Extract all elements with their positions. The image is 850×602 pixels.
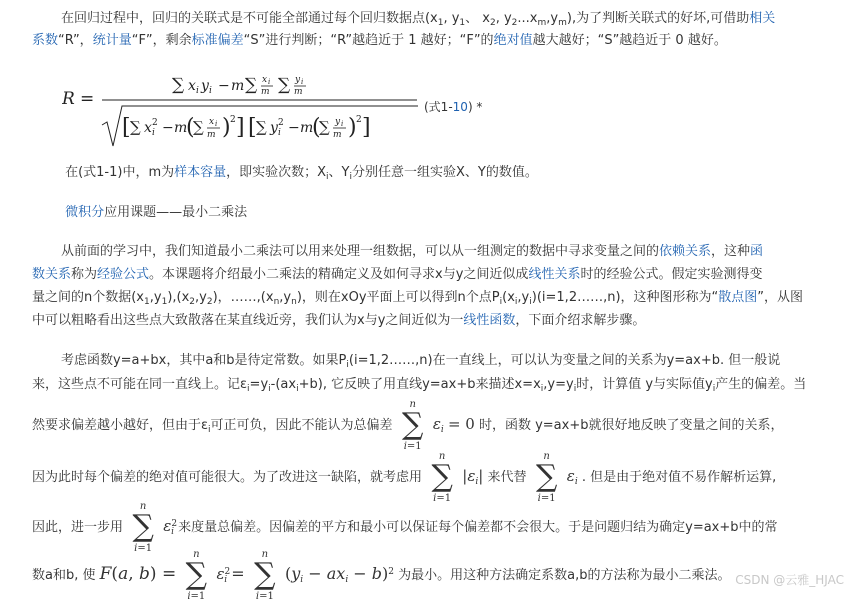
svg-text:i: i [152,128,155,138]
p5-line6 [32,548,832,602]
svg-text:R: R [62,89,75,109]
link-scatter-plot[interactable]: 散点图 [718,290,758,305]
sub: i [326,172,329,182]
text: 来度量总偏差。因偏差的平方和最小可以保证每个偏差都不会很大。于是问题归结为确定y=ax+b中的常 [178,520,778,535]
sub: 1 [459,18,466,28]
text: ,y [195,290,207,305]
F-args: (a, b) = [111,564,177,584]
sum-lower: i=1 [187,590,206,602]
link-std-deviation[interactable]: 标准偏差 [191,33,244,48]
svg-text:m: m [294,87,303,97]
text: ),为了判断关联式的好坏,可借助 [566,11,750,26]
sum-symbol [252,550,278,602]
text: 、Y [328,165,350,180]
sigma-icon: ∑ [185,556,208,592]
link-empirical-formula[interactable]: 经验公式 [97,267,150,282]
link-coefficient[interactable]: 系数 [32,33,59,48]
text: 应用课题——最小二乘法 [104,205,248,220]
sub: m [558,18,567,28]
text: 时的经验公式。假定实验测得变 [580,267,763,282]
sum-symbol [400,400,426,452]
text: ，下面介绍求解步骤。 [515,313,646,328]
svg-text:i: i [196,86,199,96]
text: 来，这些点不可能在同一直线上。记ε [32,377,248,392]
text: 可正可负，因此不能认为总偏差 [210,418,393,433]
text: 然要求偏差越小越好，但由于ε [32,418,209,433]
sum-upper: n [139,500,147,512]
sub: i [268,384,271,394]
sub: 2 [489,18,496,28]
link-dependency[interactable]: 依赖关系 [658,244,711,259]
sum-symbol [130,502,156,554]
svg-text:i: i [209,86,212,96]
svg-text:[: [ [122,115,131,140]
paragraph-formula-explanation [32,162,832,184]
text: 时，函数 y=ax+b就很好地反映了变量之间的关系， [478,418,784,433]
svg-text:−: − [218,78,230,94]
svg-text:∑: ∑ [130,118,141,136]
link-formula-ref[interactable]: 10 [452,100,468,114]
sum-upper: n [261,548,269,560]
text: ),(x [167,290,190,305]
text: 因为此时每个偏差的绝对值可能很大。为了改进这一缺陷，就考虑用 [32,470,423,485]
p5-line5 [32,500,832,554]
sigma-icon: ∑ [535,458,558,494]
equals-zero: = 0 [447,415,475,433]
text: (式1- [424,100,453,114]
equals: = [231,564,245,583]
text: 在回归过程中，回归的关联式是不可能全部通过每个回归数据点(x [60,11,438,26]
sub: i [208,425,211,435]
text: (i=1,2……,n)在一直线上，可以认为变量之间的关系为y=ax+b. 但一般说 [348,353,781,368]
text: , y [495,11,512,26]
svg-text:[: [ [248,115,257,140]
sub: i [247,384,250,394]
sub: m [537,18,547,28]
link-linear-relation[interactable]: 线性关系 [528,267,581,282]
svg-text:): ) [222,115,231,140]
text: 为最小。用这种方法确定系数a,b的方法称为最小二乘法。 [398,568,731,583]
link-calculus[interactable]: 微积分 [65,205,105,220]
sub: 1 [144,297,150,307]
epsilon-i-squared: $\varepsilon^2_i$ [216,565,231,585]
svg-text:i: i [268,78,271,86]
residual-squared: $(y_i - ax_i - b)^2$ [284,564,395,585]
text: 时，计算值 y与实际值y [576,377,713,392]
svg-text:m: m [300,120,314,136]
sub: i [529,297,532,307]
text: ，这种 [710,244,750,259]
sum-lower: i=1 [255,590,274,602]
svg-text:]: ] [362,115,371,140]
sub: i [514,297,518,307]
svg-text:y: y [335,117,341,127]
sub: i [712,384,716,394]
text: ,y [149,290,162,305]
svg-text:∑: ∑ [278,75,291,95]
svg-text:]: ] [236,115,245,140]
text: 、 x [465,11,490,26]
paragraph-least-squares-intro [32,240,832,332]
text: ) * [467,100,483,114]
text: “F”，剩余 [131,33,192,48]
svg-text:=: = [80,89,95,109]
svg-text:i: i [341,120,344,128]
sub: i [349,172,353,182]
svg-text:∑: ∑ [319,118,330,136]
sum-symbol [183,550,209,602]
text: ”，从图 [757,290,804,305]
sum-symbol [429,452,455,504]
link-correlation[interactable]: 相关 [749,11,776,26]
sum-upper: n [438,450,446,462]
text: ,y [546,11,559,26]
svg-text:m: m [333,130,342,140]
text: 考虑函数y=a+bx，其中a和b是待定常数。如果P [60,353,347,368]
svg-text:2: 2 [230,115,236,125]
svg-text:(: ( [312,115,321,140]
sum-symbol [534,452,560,504]
watermark: CSDN @云雅_HJAC [735,573,844,587]
formula-ref [424,98,482,115]
text: (x [502,290,515,305]
svg-text:m: m [231,78,245,94]
section-heading [32,202,832,224]
text: 量之间的n个数据(x [32,290,145,305]
svg-text:2: 2 [152,118,158,128]
text: )，……,(x [212,290,274,305]
svg-text:2: 2 [356,115,362,125]
text: -(ax [270,377,297,392]
link-function-part1[interactable]: 函 [749,244,763,259]
svg-text:y: y [270,120,278,136]
text: “R”， [58,33,93,48]
sum-upper: n [409,398,416,410]
text: ...x [517,11,538,26]
correlation-formula [62,70,502,150]
sub: i [346,360,349,370]
text: )，则在xOy平面上可以得到n个点P [296,290,500,305]
svg-text:y: y [201,78,209,94]
sum-lower: i=1 [134,542,153,554]
svg-text:2: 2 [278,118,284,128]
sub: 1 [437,18,444,28]
paragraph-regression-intro [32,8,832,52]
link-absolute-value[interactable]: 绝对值 [493,33,533,48]
sum-lower: i=1 [433,492,452,504]
text: ,y [517,290,530,305]
text: 因此，进一步用 [32,520,124,535]
text: ,y=y [543,377,574,392]
sum-lower: i=1 [537,492,556,504]
svg-text:): ) [348,115,357,140]
sigma-icon: ∑ [132,508,154,544]
link-function-part2[interactable]: 数关系 [32,267,72,282]
sub: n [291,297,297,307]
sub: 2 [206,297,213,307]
svg-text:m: m [207,130,216,140]
sum-lower: i=1 [403,440,422,452]
text: 在(式1-1)中，m为 [65,165,175,180]
sub: 2 [189,297,196,307]
text: 称为 [71,267,98,282]
F-of-ab: F [99,564,112,584]
svg-text:∑: ∑ [256,118,267,136]
svg-text:x: x [188,78,196,94]
text: , y [443,11,460,26]
link-statistic[interactable]: 统计量 [92,33,132,48]
svg-text:m: m [261,87,270,97]
p5-line3 [32,398,832,452]
epsilon-i: $\varepsilon_i$ [432,415,444,435]
sum-upper: n [193,548,200,560]
text: )(i=1,2……,n)，这种图形称为“ [531,290,719,305]
sub: i [499,297,503,307]
sub: i [540,384,544,394]
text: 产生的偏差。当 [715,377,807,392]
sigma-icon: ∑ [254,556,276,592]
p5-line1 [32,350,832,372]
p5-line4 [32,450,832,504]
epsilon-i-squared: $\varepsilon^2_i$ [163,517,178,537]
svg-text:i: i [215,120,218,128]
svg-text:−: − [288,120,300,136]
p5-line2 [32,374,832,396]
text: . 但是由于绝对值不易作解析运算, [581,470,777,485]
sub: 2 [511,18,518,28]
svg-text:x: x [262,75,268,85]
sub: 1 [161,297,168,307]
text: 。本课题将介绍最小二乘法的精确定义及如何寻求x与y之间近似成 [149,267,529,282]
svg-text:i: i [278,128,281,138]
text: 中可以粗略看出这些点大致散落在某直线近旁，我们认为x与y之间近似为一 [32,313,464,328]
svg-text:−: − [162,120,174,136]
sub: n [273,297,280,307]
svg-text:(: ( [186,115,195,140]
text: 来代替 [487,470,527,485]
svg-text:i: i [301,78,304,86]
svg-text:∑: ∑ [172,75,185,95]
sub: i [296,384,299,394]
text: 数a和b, 使 [32,568,96,583]
text: ，即实验次数；X [226,165,327,180]
text: 从前面的学习中，我们知道最小二乘法可以用来处理一组数据，可以从一组测定的数据中寻求变量之间的 [60,244,659,259]
sub: i [573,384,577,394]
text: =y [249,377,269,392]
sigma-icon: ∑ [431,458,453,494]
svg-text:m: m [174,120,188,136]
svg-text:∑: ∑ [245,75,258,95]
svg-text:y: y [295,75,301,85]
text: 越大越好；“S”越趋近于 0 越好。 [532,33,727,48]
svg-text:x: x [209,117,215,127]
sigma-icon: ∑ [401,406,424,442]
text: 分别任意一组实验X、Y的数值。 [352,165,538,180]
text: “S”进行判断；“R”越趋近于 1 越好；“F”的 [243,33,494,48]
link-sample-size[interactable]: 样本容量 [174,165,227,180]
text: +b), 它反映了用直线y=ax+b来描述x=x [298,377,541,392]
abs-epsilon-i: $|\varepsilon_i|$ [462,467,484,487]
svg-text:x: x [144,120,152,136]
text: ,y [279,290,292,305]
sum-upper: n [543,450,550,462]
link-linear-function[interactable]: 线性函数 [463,313,516,328]
svg-text:∑: ∑ [193,118,204,136]
epsilon-i: $\varepsilon_i$ [566,467,578,487]
